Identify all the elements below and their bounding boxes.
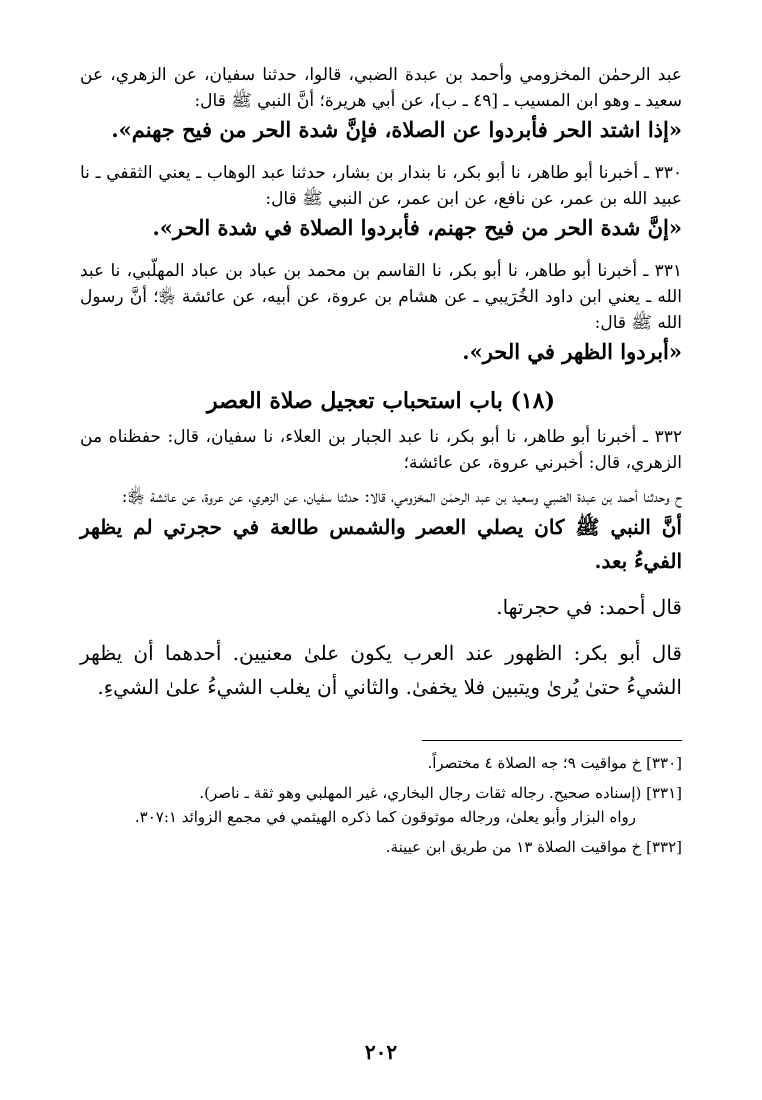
spacer (80, 476, 682, 484)
page-number: ٢٠٢ (364, 1040, 398, 1064)
isnad-329-continuation: عبد الرحمٰن المخزومي وأحمد بن عبدة الضبي، قالوا، حدثنا سفيان، عن الزهري، عن سعيد ـ وهو ابن المسيب ـ [٤٩ ـ ب]، عن أبي هريرة؛ أنَّ النبي ﷺ قال: (80, 65, 682, 111)
hadith-329-text: «إذا اشتد الحر فأبردوا عن الصلاة، فإنَّ شدة الحر من فيح جهنم». (111, 117, 682, 142)
footnote-divider (422, 740, 682, 741)
abubakr-comment: قال أبو بكر: الظهور عند العرب يكون علىٰ معنيين. أحدهما أن يظهر الشيءُ حتىٰ يُرىٰ ويتبين فلا يخفىٰ. والثاني أن يغلب الشيءُ علىٰ الشيءِ. (80, 641, 682, 699)
spacer (80, 578, 682, 590)
spacer (80, 244, 682, 258)
footnote-331-continuation: رواه البزار وأبو يعلىٰ، ورجاله موثوقون كما ذكره الهيثمي في مجمع الزوائد ٣٠٧:١. (134, 808, 636, 826)
footnote-330: [٣٣٠] خ مواقيت ٩؛ جه الصلاة ٤ مختصراً. (427, 754, 682, 772)
hadith-332-text: أنَّ النبي ﷺ كان يصلي العصر والشمس طالعة في حجرتي لم يظهر الفيءُ بعد. (80, 515, 682, 573)
chapter-heading: (١٨) باب استحباب تعجيل صلاة العصر (207, 388, 555, 414)
hadith-331-text: «أبردوا الظهر في الحر». (462, 339, 682, 364)
ahmad-comment: قال أحمد: في حجرتها. (496, 595, 682, 619)
isnad-330: ٣٣٠ ـ أخبرنا أبو طاهر، نا أبو بكر، نا بندار بن بشار، حدثنا عبد الوهاب ـ يعني الثقفي ـ نا عبيد الله بن عمر، عن نافع، عن ابن عمر، عن النبي ﷺ قال: (80, 163, 682, 209)
isnad-332-second: ح وحدثنا أحمد بن عبدة الضبي وسعيد بن عبد الرحمٰن المخزومي، قالا: حدثنا سفيان، عن الزهري، عن عروة، عن عائشة ﵂: (121, 487, 682, 507)
isnad-331: ٣٣١ ـ أخبرنا أبو طاهر، نا أبو بكر، نا القاسم بن محمد بن عباد بن عباد المهلّبي، نا عبد الله ـ يعني ابن داود الخُرَيبي ـ عن هشام بن عروة، عن أبيه، عن عائشة ﵂؛ أنَّ رسول الله ﷺ قال: (80, 261, 682, 333)
spacer (80, 624, 682, 636)
spacer (80, 146, 682, 160)
footnote-332: [٣٣٢] خ مواقيت الصلاة ١٣ من طريق ابن عيينة. (385, 838, 682, 856)
hadith-330-text: «إنَّ شدة الحر من فيح جهنم، فأبردوا الصلاة في شدة الحر». (152, 215, 682, 240)
isnad-332-first: ٣٣٢ ـ أخبرنا أبو طاهر، نا أبو بكر، نا عبد الجبار بن العلاء، نا سفيان، قال: حفظناه من الزهري، قال: أخبرني عروة، عن عائشة؛ (80, 427, 682, 473)
footnote-331: [٣٣١] (إسناده صحيح. رجاله ثقات رجال البخاري، غير المهلبي وهو ثقة ـ ناصر). (199, 784, 682, 802)
